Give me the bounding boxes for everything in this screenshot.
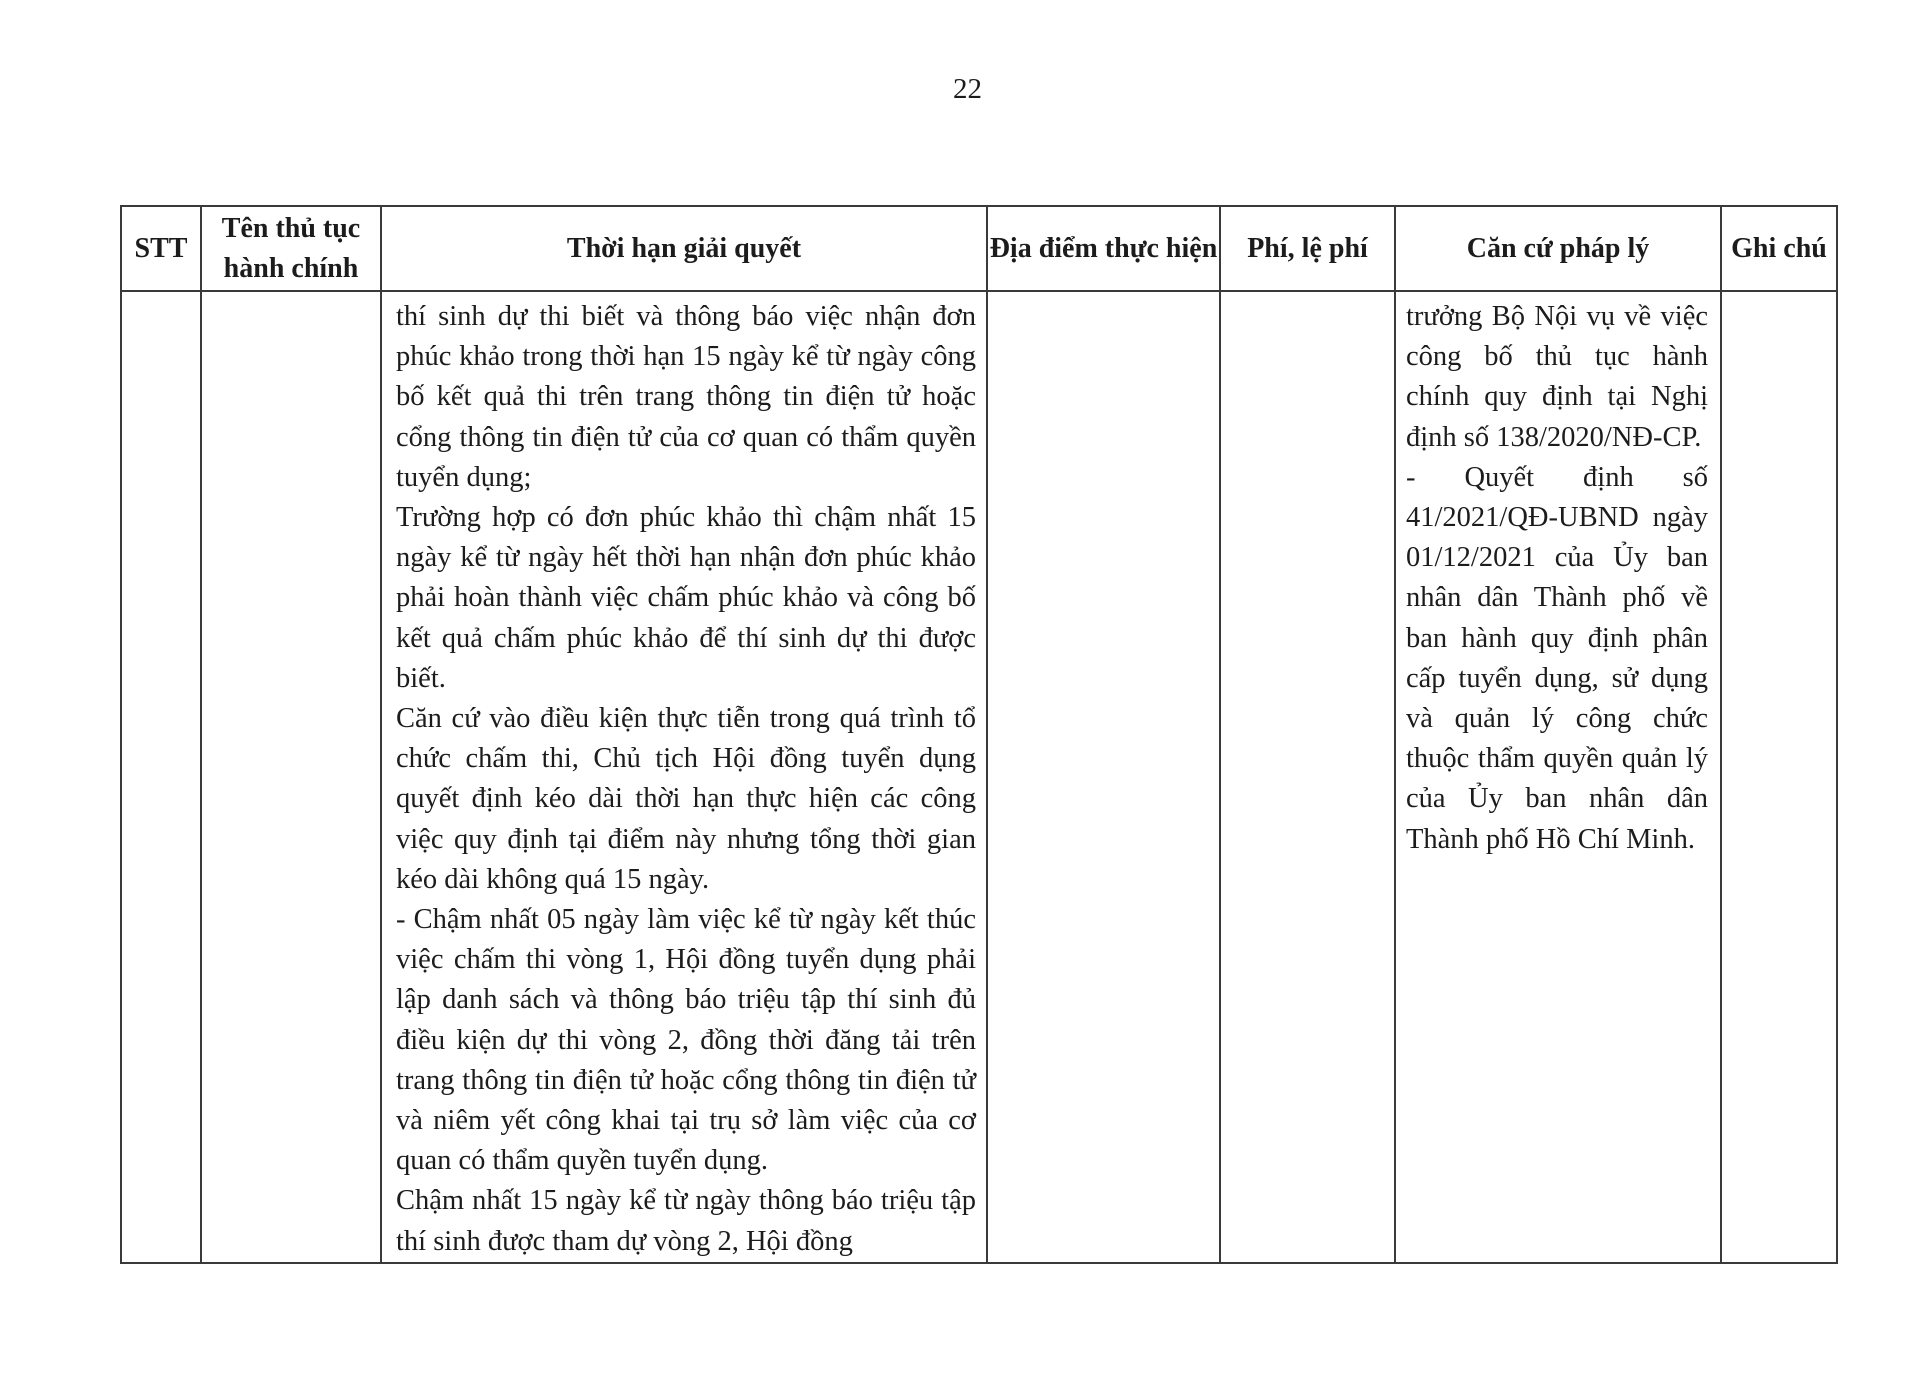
table-header-row: [121, 206, 1837, 291]
header-place: Địa điểm thực hiện: [987, 206, 1220, 291]
time-limit-paragraph: Căn cứ vào điều kiện thực tiễn trong quá trình tổ chức chấm thi, Chủ tịch Hội đồng tuyển dụng quyết định kéo dài thời hạn thực hiện các công việc quy định tại điểm này nhưng tổng thời gian kéo dài không quá 15 ngày.: [396, 703, 976, 895]
table-row: [121, 291, 1837, 1263]
time-limit-paragraph: Trường hợp có đơn phúc khảo thì chậm nhất 15 ngày kể từ ngày hết thời hạn nhận đơn phúc khảo phải hoàn thành việc chấm phúc khảo và công bố kết quả chấm phúc khảo để thí sinh dự thi được biết.: [396, 502, 976, 694]
time-limit-paragraph: - Chậm nhất 05 ngày làm việc kể từ ngày kết thúc việc chấm thi vòng 1, Hội đồng tuyển dụng phải lập danh sách và thông báo triệu tập thí sinh đủ điều kiện dự thi vòng 2, đồng thời đăng tải trên trang thông tin điện tử hoặc cổng thông tin điện tử và niêm yết công khai tại trụ sở làm việc của cơ quan có thẩm quyền tuyển dụng.: [396, 904, 976, 1177]
header-time-limit: Thời hạn giải quyết: [381, 206, 987, 291]
legal-basis-paragraph: trưởng Bộ Nội vụ về việc công bố thủ tục hành chính quy định tại Nghị định số 138/2020/NĐ-CP.: [1406, 301, 1708, 453]
header-legal-basis: Căn cứ pháp lý: [1395, 206, 1721, 291]
header-procedure-name: Tên thủ tục hành chính: [201, 206, 381, 291]
header-stt: STT: [121, 206, 201, 291]
cell-time-limit: [381, 291, 987, 1263]
header-fee: Phí, lệ phí: [1220, 206, 1395, 291]
page-number: 22: [953, 73, 982, 105]
time-limit-paragraph: thí sinh dự thi biết và thông báo việc nhận đơn phúc khảo trong thời hạn 15 ngày kể từ ngày công bố kết quả thi trên trang thông tin điện tử hoặc cổng thông tin điện tử của cơ quan có thẩm quyền tuyển dụng;: [396, 301, 976, 493]
procedure-table: [120, 205, 1838, 1264]
time-limit-paragraph: Chậm nhất 15 ngày kể từ ngày thông báo triệu tập thí sinh được tham dự vòng 2, Hội đồng: [396, 1185, 976, 1257]
cell-note: [1721, 291, 1837, 1263]
header-note: Ghi chú: [1721, 206, 1837, 291]
cell-fee: [1220, 291, 1395, 1263]
legal-basis-paragraph: - Quyết định số 41/2021/QĐ-UBND ngày 01/12/2021 của Ủy ban nhân dân Thành phố về ban hành quy định phân cấp tuyển dụng, sử dụng và quản lý công chức thuộc thẩm quyền quản lý của Ủy ban nhân dân Thành phố Hồ Chí Minh.: [1406, 461, 1708, 855]
cell-procedure-name: [201, 291, 381, 1263]
cell-legal-basis: [1395, 291, 1721, 1263]
cell-place: [987, 291, 1220, 1263]
cell-stt: [121, 291, 201, 1263]
